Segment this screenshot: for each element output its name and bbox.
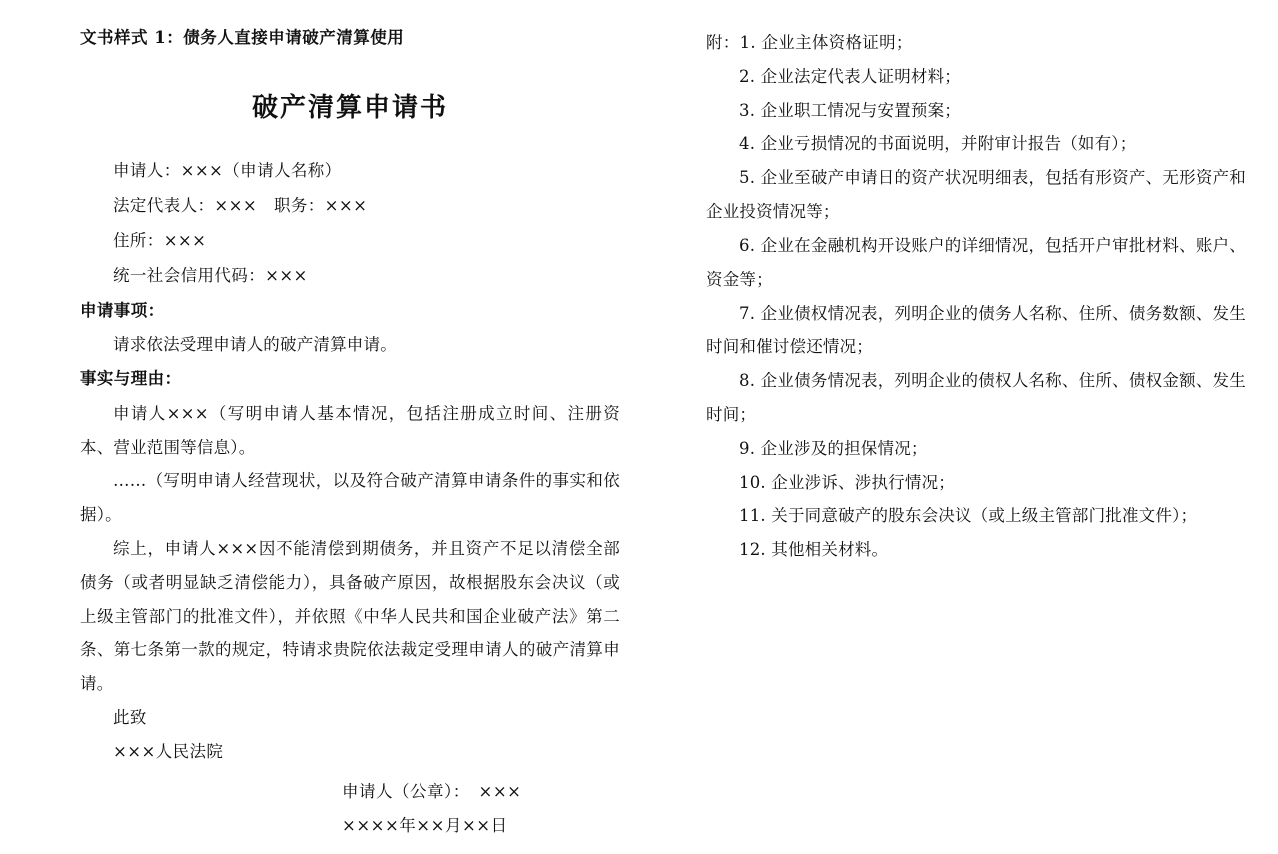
section-request-paragraph: 请求依法受理申请人的破产清算申请。 [113,335,397,355]
signature-date: ××××年××月××日 [342,816,508,836]
attachment-item-5: 5. 企业至破产申请日的资产状况明细表，包括有形资产、无形资产和企业投资情况等； [706,168,1246,222]
attachment-item-3: 3. 企业职工情况与安置预案； [739,100,961,120]
attachment-item-8: 8. 企业债务情况表，列明企业的债权人名称、住所、债权金额、发生时间； [706,371,1246,424]
attachment-item-9: 9. 企业涉及的担保情况； [739,438,928,458]
attachment-item-4: 4. 企业亏损情况的书面说明，并附审计报告（如有）； [739,134,1137,154]
field-legal-representative: 法定代表人：××× 职务：××× [113,195,368,215]
section-facts-paragraph-2: ……（写明申请人经营现状，以及符合破产清算申请条件的事实和依据）。 [80,471,620,525]
attachment-item-7: 7. 企业债权情况表，列明企业的债务人名称、住所、债务数额、发生时间和催讨偿还情况； [706,303,1246,357]
attachment-item-12: 12. 其他相关材料。 [739,540,889,560]
signature-applicant-seal: 申请人（公章）： ××× [342,781,522,801]
field-address: 住所：××× [113,230,207,250]
attachment-item-11: 11. 关于同意破产的股东会决议（或上级主管部门批准文件）； [739,506,1198,526]
attachment-item-10: 10. 企业涉诉、涉执行情况； [739,472,955,492]
right-column [678,26,1246,834]
page-title: 破产清算申请书 [251,92,448,123]
attachments-label-and-item-1: 附：1. 企业主体资格证明； [706,33,913,52]
section-heading-facts: 事实与理由： [80,369,182,389]
attachment-item-6: 6. 企业在金融机构开设账户的详细情况，包括开户审批材料、账户、资金等； [706,235,1246,289]
section-facts-paragraph-1: 申请人×××（写明申请人基本情况，包括注册成立时间、注册资本、营业范围等信息）。 [80,403,620,457]
left-column [40,26,620,834]
field-applicant: 申请人：×××（申请人名称） [113,160,342,180]
attachment-item-2: 2. 企业法定代表人证明材料； [739,66,961,86]
closing-salutation: 此致 [113,708,147,728]
section-facts-paragraph-3: 综上，申请人×××因不能清偿到期债务，并且资产不足以清偿全部债务（或者明显缺乏清偿能力），具备破产原因，故根据股东会决议（或上级主管部门的批准文件），并依照《中华人民共和国企业破产法》第二条、第七条第一款的规定，特请求贵院依法裁定受理申请人的破产清算申请。 [80,538,620,694]
closing-court: ×××人民法院 [113,741,224,761]
field-credit-code: 统一社会信用代码：××× [113,265,308,285]
section-heading-request: 申请事项： [80,300,165,320]
document-style-note: 文书样式 1：债务人直接申请破产清算使用 [80,28,405,47]
